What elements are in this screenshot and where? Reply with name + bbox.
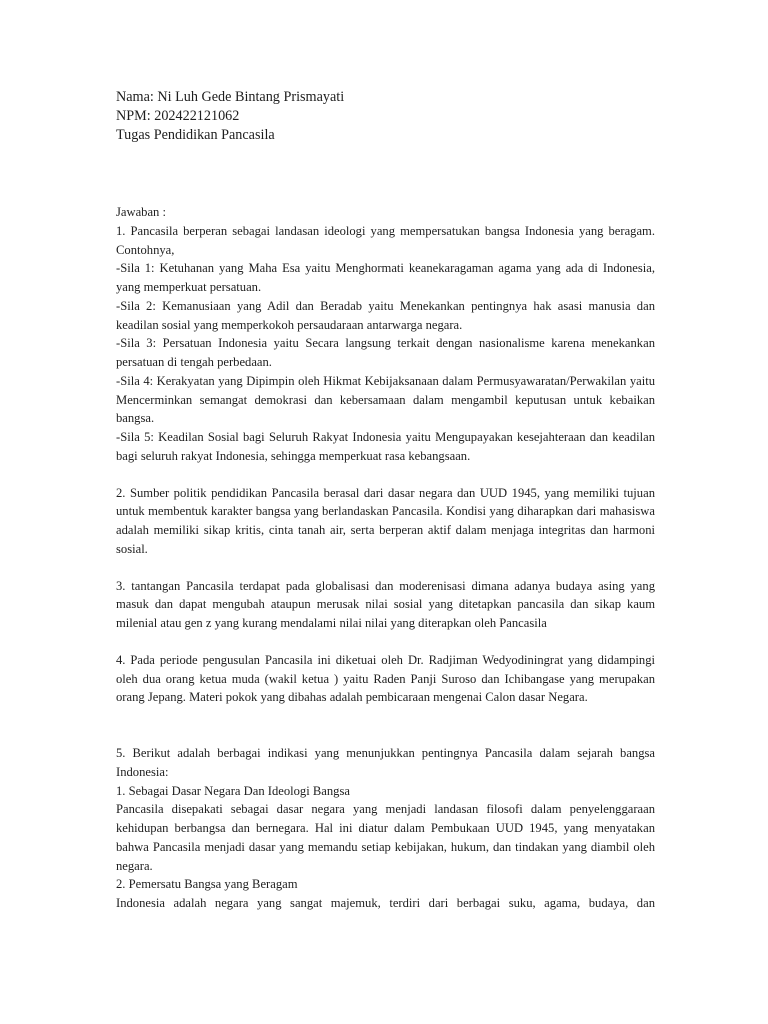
- paragraph-spacer: [116, 559, 655, 577]
- answer-5-point-1-body: Pancasila disepakati sebagai dasar negara yang menjadi landasan filosofi dalam penyelenggaraan kehidupan berbangsa dan bernegara. Hal ini diatur dalam Pembukaan UUD 1945, yang menyatakan bahwa Pancasila menjadi dasar yang memandu setiap kebijakan, hukum, dan tindakan yang diambil oleh negara.: [116, 802, 655, 873]
- answer-5-point-1-title: 1. Sebagai Dasar Negara Dan Ideologi Bangsa: [116, 783, 350, 798]
- answers-intro: Jawaban :: [116, 205, 167, 219]
- answer-1-text: 1. Pancasila berperan sebagai landasan ideologi yang mempersatukan bangsa Indonesia yang beragam. Contohnya,: [116, 223, 655, 257]
- assignment-title: Tugas Pendidikan Pancasila: [116, 127, 275, 143]
- student-name: Nama: Ni Luh Gede Bintang Prismayati: [116, 89, 345, 105]
- paragraph-spacer: [116, 466, 655, 484]
- document-page: [116, 88, 655, 913]
- document-header: [116, 88, 655, 145]
- student-npm: NPM: 202422121062: [116, 108, 240, 124]
- paragraph-spacer: [116, 707, 655, 744]
- answer-5-point-2-body: Indonesia adalah negara yang sangat majemuk, terdiri dari berbagai suku, agama, budaya, dan: [116, 896, 655, 910]
- answers-section: [116, 203, 655, 913]
- answer-3-text: 3. tantangan Pancasila terdapat pada globalisasi dan moderenisasi dimana adanya budaya asing yang masuk dan dapat mengubah ataupun merusak nilai sosial yang ditetapkan pancasila dan sikap kaum milenial atau gen z yang kurang mendalami nilai nilai yang diterapkan oleh Pancasila: [116, 578, 655, 630]
- answer-5-text: 5. Berikut adalah berbagai indikasi yang menunjukkan pentingnya Pancasila dalam sejarah bangsa Indonesia:: [116, 746, 655, 779]
- answer-1-sila-4: -Sila 4: Kerakyatan yang Dipimpin oleh Hikmat Kebijaksanaan dalam Permusyawaratan/Perwakilan yaitu Mencerminkan semangat demokrasi dan kebersamaan dalam mengambil keputusan untuk kebaikan bangsa.: [116, 373, 655, 426]
- answer-1-sila-1: -Sila 1: Ketuhanan yang Maha Esa yaitu Menghormati keanekaragaman agama yang ada di Indonesia, yang memperkuat persatuan.: [116, 261, 655, 294]
- answer-2-text: 2. Sumber politik pendidikan Pancasila berasal dari dasar negara dan UUD 1945, yang memiliki tujuan untuk membentuk karakter bangsa yang berlandaskan Pancasila. Kondisi yang diharapkan dari mahasiswa adalah memiliki sikap kritis, cinta tanah air, serta berperan aktif dalam menjaga integritas dan harmoni sosial.: [116, 485, 655, 556]
- answer-4-text: 4. Pada periode pengusulan Pancasila ini diketuai oleh Dr. Radjiman Wedyodiningrat yang didampingi oleh dua orang ketua muda (wakil ketua ) yaitu Raden Panji Suroso dan Ichibangase yang merupakan orang Jepang. Materi pokok yang dibahas adalah pembicaraan mengenai Calon dasar Negara.: [116, 652, 655, 705]
- answer-1-sila-2: -Sila 2: Kemanusiaan yang Adil dan Beradab yaitu Menekankan pentingnya hak asasi manusia dan keadilan sosial yang memperkokoh persaudaraan antarwarga negara.: [116, 298, 655, 332]
- paragraph-spacer: [116, 633, 655, 651]
- answer-1-sila-3: -Sila 3: Persatuan Indonesia yaitu Secara langsung terkait dengan nasionalisme karena menekankan persatuan di tengah perbedaan.: [116, 336, 655, 369]
- answer-1-sila-5: -Sila 5: Keadilan Sosial bagi Seluruh Rakyat Indonesia yaitu Mengupayakan kesejahteraan dan keadilan bagi seluruh rakyat Indonesia, sehingga memperkuat rasa kebangsaan.: [116, 430, 655, 463]
- answer-5-point-2-title: 2. Pemersatu Bangsa yang Beragam: [116, 877, 298, 892]
